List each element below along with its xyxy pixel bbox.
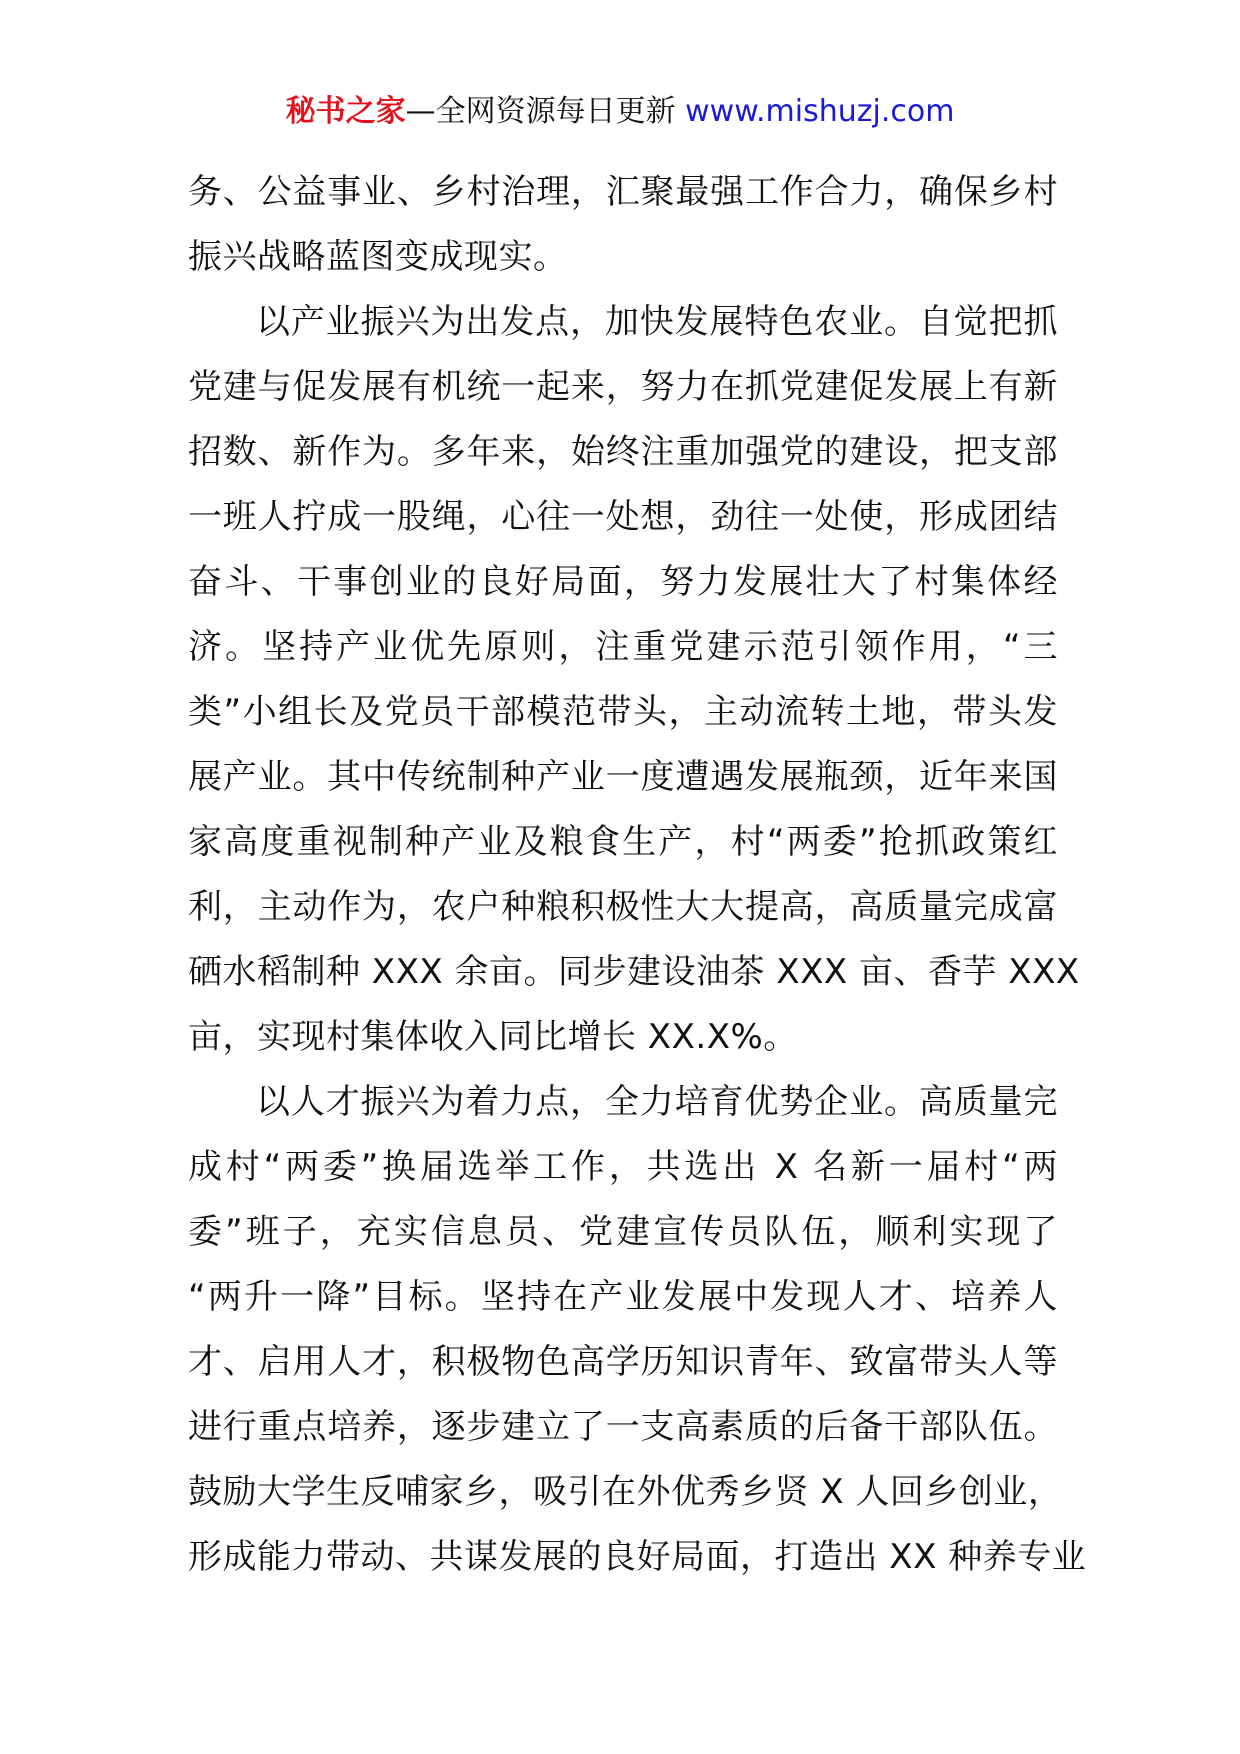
text-line: 成村“两委”换届选举工作，共选出 X 名新一届村“两: [188, 1147, 1058, 1187]
site-url-link[interactable]: www.mishuzj.com: [685, 94, 955, 129]
text-line: 奋斗、干事创业的良好局面，努力发展壮大了村集体经: [188, 562, 1058, 602]
text-line: 家高度重视制种产业及粮食生产，村“两委”抢抓政策红: [188, 822, 1058, 862]
text-line: 进行重点培养，逐步建立了一支高素质的后备干部队伍。: [188, 1407, 1058, 1447]
text-line: 类”小组长及党员干部模范带头，主动流转土地，带头发: [188, 692, 1058, 732]
document-body: [188, 160, 1087, 1590]
site-tagline: —全网资源每日更新: [405, 94, 686, 129]
text-line: 委”班子，充实信息员、党建宣传员队伍，顺利实现了: [188, 1212, 1058, 1252]
text-line: 形成能力带动、共谋发展的良好局面，打造出 XX 种养专业: [188, 1537, 1087, 1577]
text-line: 才、启用人才，积极物色高学历知识青年、致富带头人等: [188, 1342, 1058, 1382]
text-line: 鼓励大学生反哺家乡，吸引在外优秀乡贤 X 人回乡创业，: [188, 1472, 1063, 1512]
page-header: [0, 92, 1240, 132]
text-line: 硒水稻制种 XXX 余亩。同步建设油茶 XXX 亩、香芋 XXX: [188, 952, 1080, 992]
text-line: 招数、新作为。多年来，始终注重加强党的建设，把支部: [188, 432, 1058, 472]
text-line: 党建与促发展有机统一起来，努力在抓党建促发展上有新: [188, 367, 1058, 407]
text-line: 亩，实现村集体收入同比增长 XX.X%。: [188, 1017, 798, 1057]
text-line: 济。坚持产业优先原则，注重党建示范引领作用，“三: [188, 627, 1058, 667]
text-line: 务、公益事业、乡村治理，汇聚最强工作合力，确保乡村: [188, 172, 1058, 212]
text-line: 一班人拧成一股绳，心往一处想，劲往一处使，形成团结: [188, 497, 1058, 537]
text-line: 利，主动作为，农户种粮积极性大大提高，高质量完成富: [188, 887, 1058, 927]
text-line: “两升一降”目标。坚持在产业发展中发现人才、培养人: [188, 1277, 1058, 1317]
text-line: 展产业。其中传统制种产业一度遭遇发展瓶颈，近年来国: [188, 757, 1058, 797]
text-line: 以人才振兴为着力点，全力培育优势企业。高质量完: [256, 1082, 1058, 1122]
text-line: 以产业振兴为出发点，加快发展特色农业。自觉把抓: [256, 302, 1058, 342]
text-line: 振兴战略蓝图变成现实。: [188, 237, 568, 277]
site-brand: 秘书之家: [285, 94, 406, 129]
